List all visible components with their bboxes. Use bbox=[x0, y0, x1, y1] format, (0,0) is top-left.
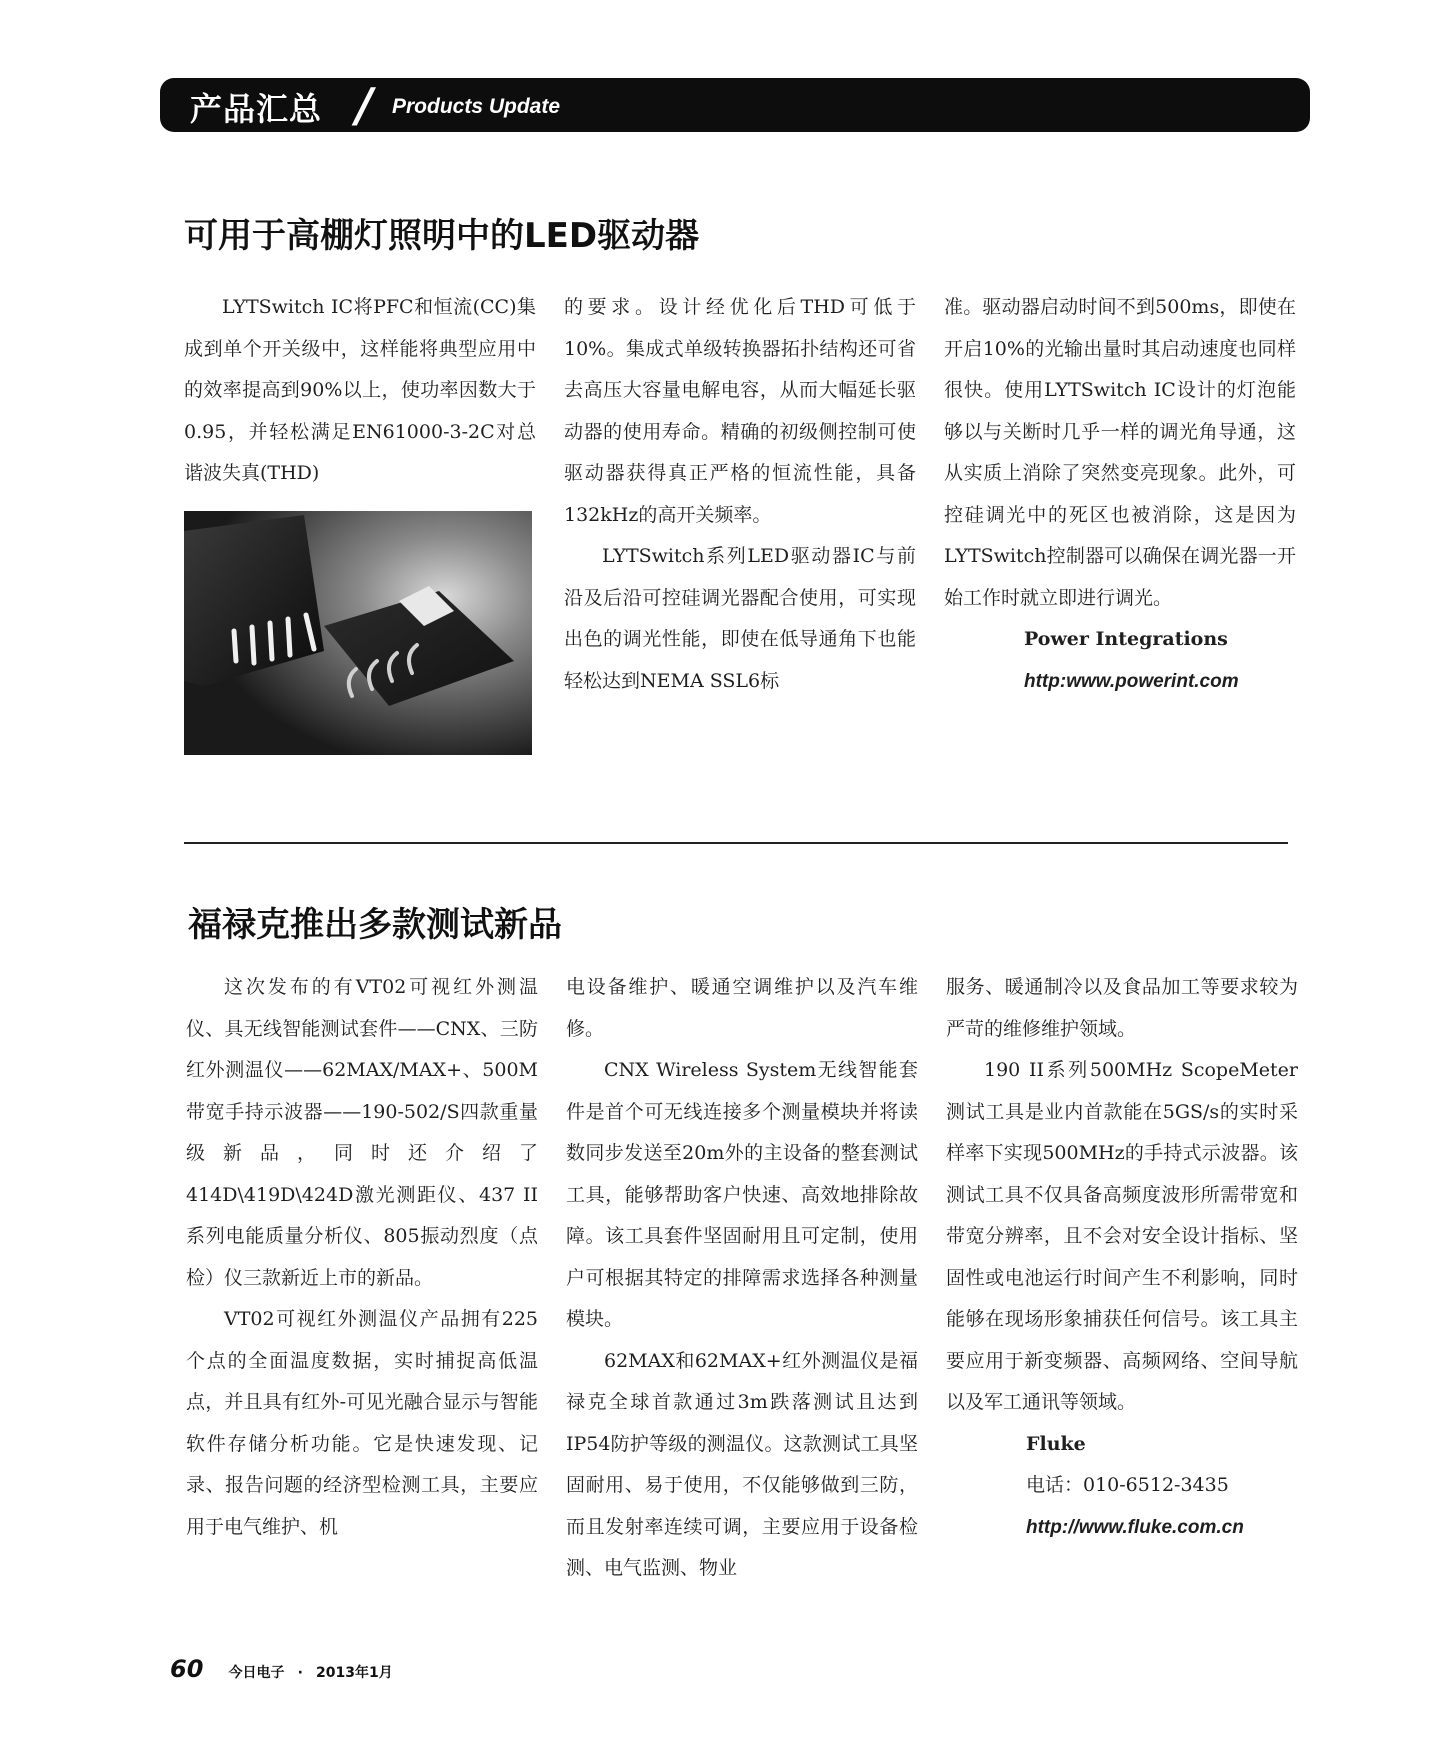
footer-separator: · bbox=[297, 1665, 303, 1681]
page-number: 60 bbox=[170, 1655, 204, 1683]
paragraph: 190 II系列500MHz ScopeMeter测试工具是业内首款能在5GS/s的实时采样率下实现500MHz的手持式示波器。该测试工具不仅具备高频度波形所需带宽和带宽分辨率，且不会对安全设计指标、坚固性或电池运行时间产生不利影响，同时能够在现场形象捕获任何信号。该工具主要应用于新变频器、高频网络、空间导航以及军工通讯等领域。 bbox=[946, 1059, 1298, 1413]
paragraph: 的要求。设计经优化后THD可低于10%。集成式单级转换器拓扑结构还可省去高压大容量电解电容，从而大幅延长驱动器的使用寿命。精确的初级侧控制可使驱动器获得真正严格的恒流性能，具备132kHz的高开关频率。 bbox=[564, 296, 916, 526]
section-title-en: Products Update bbox=[392, 95, 561, 118]
paragraph: CNX Wireless System无线智能套件是首个可无线连接多个测量模块并将读数同步发送至20m外的主设备的整套测试工具，能够帮助客户快速、高效地排除故障。该工具套件坚固耐用且可定制，使用户可根据其特定的排障需求选择各种测量模块。 bbox=[566, 1059, 918, 1330]
company-phone: 电话：010-6512-3435 bbox=[1026, 1474, 1229, 1496]
article-divider bbox=[184, 842, 1288, 844]
paragraph: 服务、暖通制冷以及食品加工等要求较为严苛的维修维护领域。 bbox=[946, 976, 1298, 1040]
page-footer bbox=[170, 1655, 393, 1683]
section-header-bar bbox=[160, 78, 1310, 132]
paragraph: 这次发布的有VT02可视红外测温仪、具无线智能测试套件——CNX、三防红外测温仪——62MAX/MAX+、500M带宽手持示波器——190-502/S四款重量级新品，同时还介绍了414D\419D\424D激光测距仪、437 II系列电能质量分析仪、805振动烈度（点检）仪三款新近上市的新品。 bbox=[186, 976, 538, 1289]
paragraph: 准。驱动器启动时间不到500ms，即使在开启10%的光输出量时其启动速度也同样很快。使用LYTSwitch IC设计的灯泡能够以与关断时几乎一样的调光角导通，这从实质上消除了突然变亮现象。此外，可控硅调光中的死区也被消除，这是因为LYTSwitch控制器可以确保在调光器一开始工作时就立即进行调光。 bbox=[944, 296, 1296, 609]
paragraph: 62MAX和62MAX+红外测温仪是福禄克全球首款通过3m跌落测试且达到IP54防护等级的测温仪。这款测试工具坚固耐用、易于使用，不仅能够做到三防，而且发射率连续可调，主要应用于设备检测、电气监测、物业 bbox=[566, 1349, 918, 1579]
section-title-cn: 产品汇总 bbox=[190, 90, 323, 128]
issue-date: 2013年1月 bbox=[316, 1665, 393, 1681]
article-column bbox=[944, 287, 1296, 702]
article-title: 可用于高棚灯照明中的LED驱动器 bbox=[184, 216, 700, 256]
article-column bbox=[566, 967, 918, 1590]
company-url[interactable]: http://www.fluke.com.cn bbox=[1026, 1516, 1244, 1538]
paragraph: 电设备维护、暖通空调维护以及汽车维修。 bbox=[566, 976, 918, 1040]
paragraph: LYTSwitch IC将PFC和恒流(CC)集成到单个开关级中，这样能将典型应用中的效率提高到90%以上，使功率因数大于0.95，并轻松满足EN61000-3-2C对总谐波失真(THD) bbox=[184, 296, 536, 484]
magazine-name: 今日电子 bbox=[228, 1665, 285, 1681]
article-column bbox=[186, 967, 538, 1548]
paragraph: VT02可视红外测温仪产品拥有225个点的全面温度数据，实时捕捉高低温点，并且具有红外-可见光融合显示与智能软件存储分析功能。它是快速发现、记录、报告问题的经济型检测工具，主要应用于电气维护、机 bbox=[186, 1308, 538, 1538]
article-column bbox=[564, 287, 916, 702]
company-url[interactable]: http:www.powerint.com bbox=[1024, 670, 1239, 692]
article-title: 福禄克推出多款测试新品 bbox=[188, 905, 562, 945]
article-column bbox=[184, 287, 536, 495]
product-photo bbox=[184, 511, 532, 755]
company-name: Power Integrations bbox=[1024, 628, 1228, 650]
paragraph: LYTSwitch系列LED驱动器IC与前沿及后沿可控硅调光器配合使用，可实现出色的调光性能，即使在低导通角下也能轻松达到NEMA SSL6标 bbox=[564, 545, 916, 692]
section-divider-slash: / bbox=[356, 78, 373, 132]
article-column bbox=[946, 967, 1298, 1548]
company-name: Fluke bbox=[1026, 1432, 1086, 1455]
